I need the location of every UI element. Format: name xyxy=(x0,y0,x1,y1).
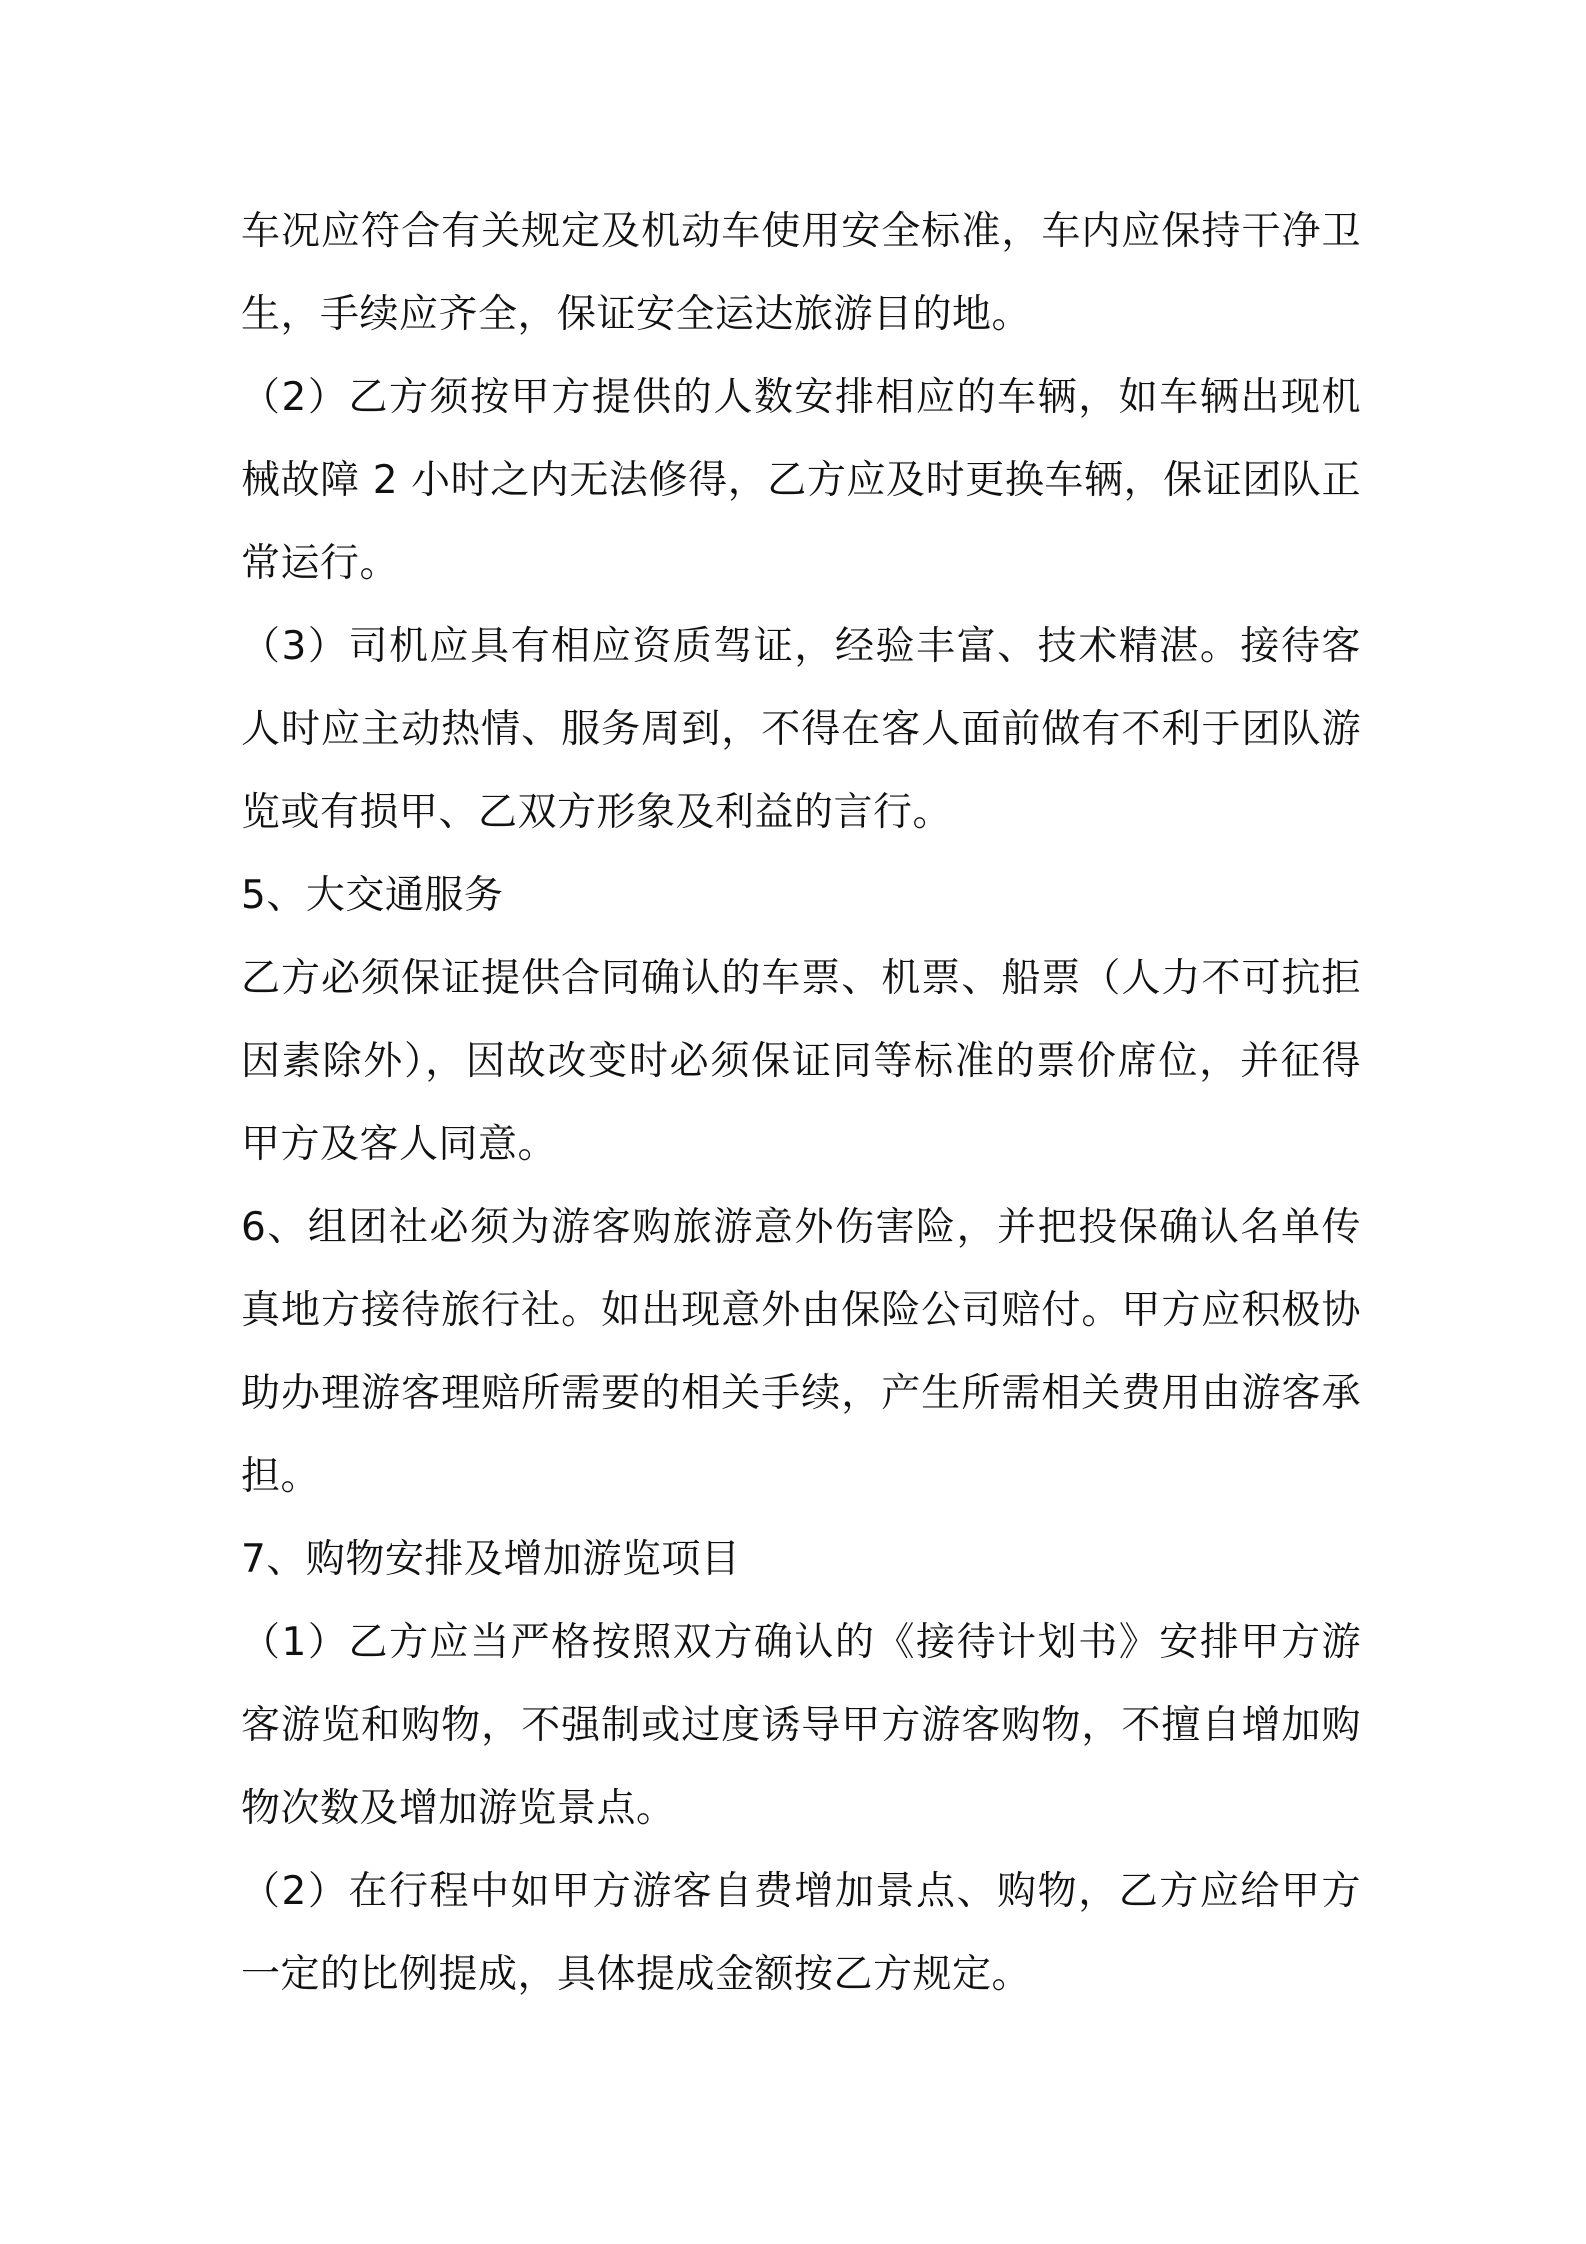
paragraph-clause-2-vehicles: （2）乙方须按甲方提供的人数安排相应的车辆，如车辆出现机械故障 2 小时之内无法修得，乙方应及时更换车辆，保证团队正常运行。 xyxy=(241,375,1361,586)
section-heading-major-transport: 5、大交通服务 xyxy=(241,873,504,918)
document-body xyxy=(241,190,1361,2016)
paragraph-ticket-guarantee: 乙方必须保证提供合同确认的车票、机票、船票（人力不可抗拒因素除外），因故改变时必须保证同等标准的票价席位，并征得甲方及客人同意。 xyxy=(241,956,1361,1167)
paragraph-shopping-clause-1: （1）乙方应当严格按照双方确认的《接待计划书》安排甲方游客游览和购物，不强制或过度诱导甲方游客购物，不擅自增加购物次数及增加游览景点。 xyxy=(241,1620,1361,1831)
paragraph-shopping-clause-2: （2）在行程中如甲方游客自费增加景点、购物，乙方应给甲方一定的比例提成，具体提成金额按乙方规定。 xyxy=(241,1869,1361,1997)
paragraph-clause-3-drivers: （3）司机应具有相应资质驾证，经验丰富、技术精湛。接待客人时应主动热情、服务周到，不得在客人面前做有不利于团队游览或有损甲、乙双方形象及利益的言行。 xyxy=(241,624,1361,835)
paragraph-section-6-insurance: 6、组团社必须为游客购旅游意外伤害险，并把投保确认名单传真地方接待旅行社。如出现意外由保险公司赔付。甲方应积极协助办理游客理赔所需要的相关手续，产生所需相关费用由游客承担。 xyxy=(241,1205,1361,1499)
paragraph-vehicle-condition: 车况应符合有关规定及机动车使用安全标准，车内应保持干净卫生，手续应齐全，保证安全运达旅游目的地。 xyxy=(241,209,1361,337)
section-heading-shopping: 7、购物安排及增加游览项目 xyxy=(241,1537,741,1582)
